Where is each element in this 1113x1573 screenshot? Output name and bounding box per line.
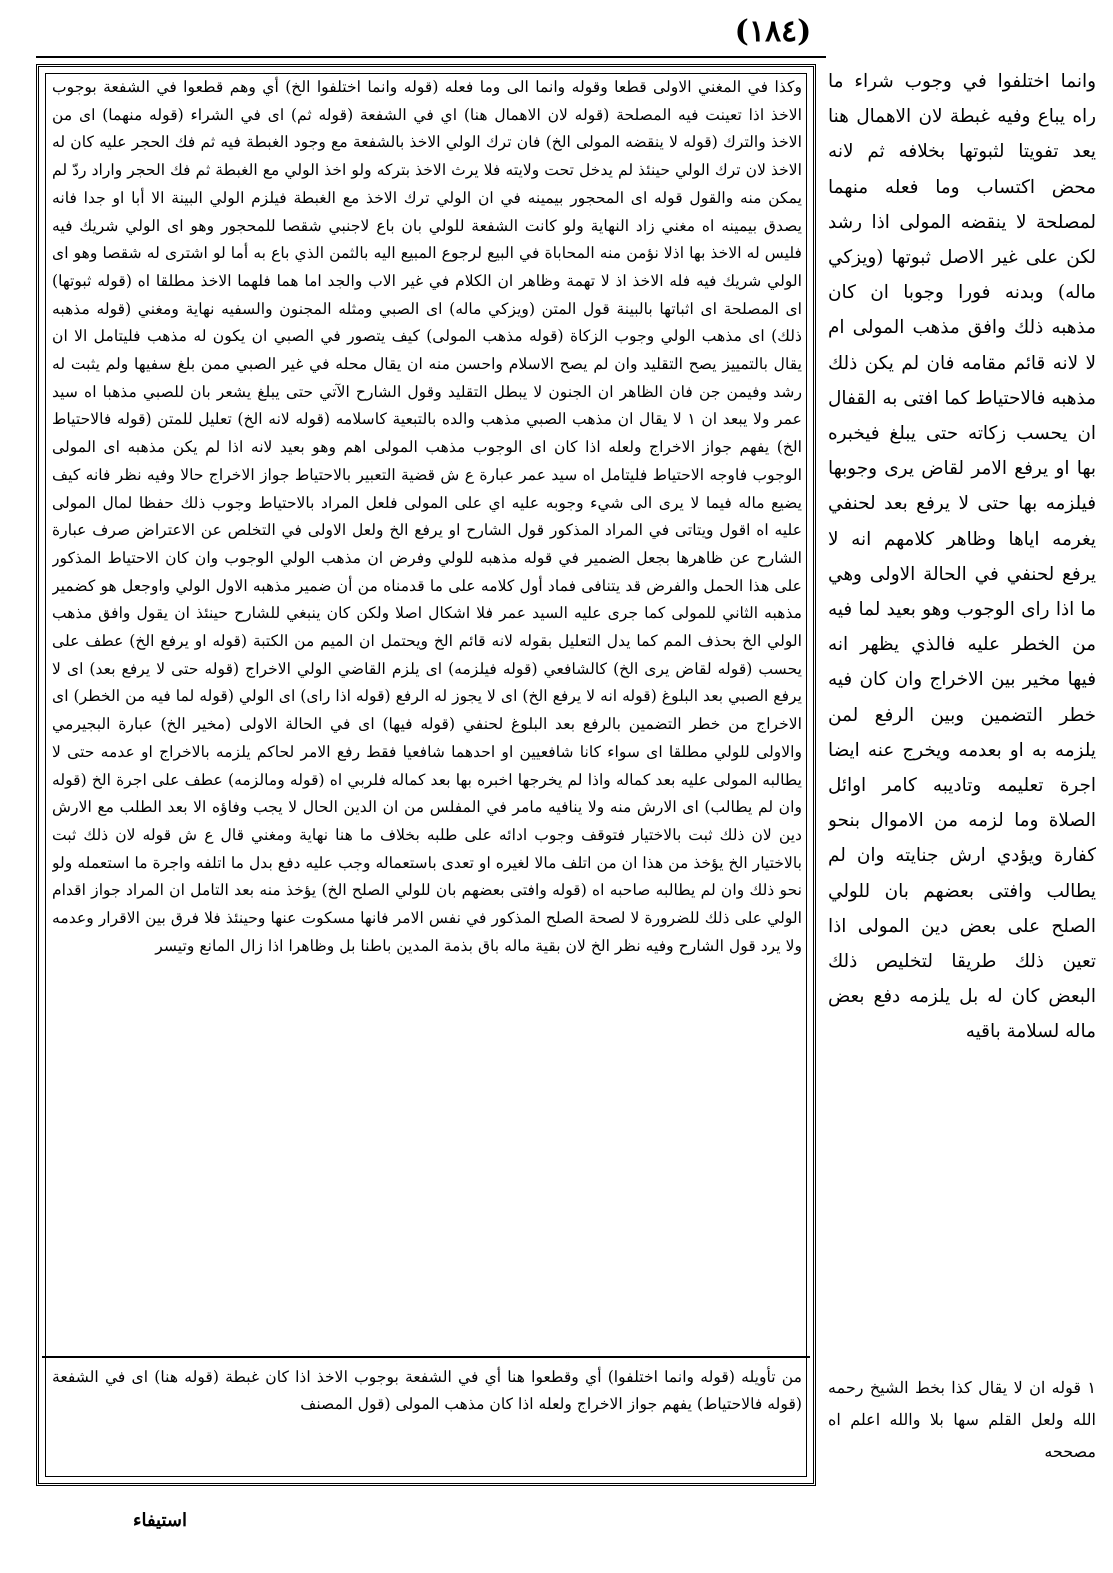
top-rule: [36, 56, 826, 58]
page-number: (١٨٤): [734, 14, 812, 49]
footnote-separator: [42, 1356, 810, 1358]
commentary-footnote-text: من تأويله (قوله وانما اختلفوا) أي وقطعوا هنا أي في الشفعة بوجوب الاخذ اذا كان غبطة (قوله هنا) اى في الشفعة (قوله فالاحتياط) يفهم جواز الاخراج ولعله اذا كان مذهب المولى (قول المصنف: [52, 1368, 802, 1413]
side-margin-note: ١ قوله ان لا يقال كذا بخط الشيخ رحمه الله ولعل القلم سها بلا والله اعلم اه مصححه: [828, 1378, 1096, 1461]
commentary-main-text: وكذا في المغني الاولى قطعا وقوله وانما الى وما فعله (قوله وانما اختلفوا الخ) أي وهم قطعوا في الشفعة بوجوب الاخذ اذا تعينت فيه المصلحة (قوله لان الاهمال هنا) اي في الشفعة (قوله ثم) اى في الشراء (قوله منهما) اى من الاخذ والترك (قوله لا ينقضه المولى الخ) فان ترك الولي الاخذ بالشفعة مع وجود الغبطة فيه ثم فك الحجر عليه كان له الاخذ لان ترك الولي حينئذ لم يدخل تحت ولايته فلا يرث الاخذ بتركه ولو اخذ الولي مع الغبطة ثم فك الحجر واراد ردّ لم يمكن منه والقول قوله اى المحجور بيمينه في ان الولي ترك الاخذ مع الغبطة فيلزم الولي البينة الا أبا او جدا فانه يصدق بيمينه اه مغني زاد النهاية ولو كانت الشفعة للولي بان باع لاجنبي شقصا للمحجور وهو اى الولي شريك فيه فليس له الاخذ بها اذلا نؤمن منه المحاباة في البيع لرجوع المبيع اليه بالثمن الذي باع به أما لو اشترى له شقصا وهو اى الولي شريك فيه فله الاخذ اذ لا تهمة وظاهر ان الكلام في غير الاب والجد اما هما فلهما الاخذ مطلقا اه (قوله ثبوتها) اى المصلحة اى اثباتها بالبينة قول المتن (ويزكي ماله) اى الصبي ومثله المجنون والسفيه نهاية ومغني (قوله مذهبه ذلك) اى مذهب الولي وجوب الزكاة (قوله مذهب المولى) كيف يتصور في الصبي ان يكون له مذهب فليتامل الا ان يقال بالتمييز يصح التقليد وان لم يصح الاسلام واحسن منه ان يقال محله في غير الصبي ممن بلغ سفيها ولم يثبت له رشد وفيمن جن فان الظاهر ان الجنون لا يبطل التقليد وقول الشارح الآتي حتى يبلغ يشعر بان للصبي مذهبا اه سيد عمر ولا يبعد ان ١ لا يقال ان مذهب الصبي مذهب والده بالتبعية كاسلامه (قوله لانه الخ) تعليل للمتن (قوله فالاحتياط الخ) يفهم جواز الاخراج ولعله اذا كان اى الوجوب مذهب المولى اهم وهو بعيد لانه اذا لم يكن مذهبه اى المولى الوجوب فاوجه الاحتياط فليتامل اه سيد عمر عبارة ع ش قضية التعبير بالاحتياط جواز الاخراج حالا وفيه نظر فانه كيف يضيع ماله فيما لا يرى الى شيء وجوبه عليه اي على المولى فلعل المراد بالاحتياط وجوب ذلك حفظا لمال المولى عليه اه اقول ويتاتى في المراد المذكور قول الشارح او يرفع الخ ولعل الاولى في التخلص عن الاعتراض صرف عبارة الشارح عن ظاهرها بجعل الضمير في قوله مذهبه للولي وفرض ان مذهب الولي الوجوب وان كان الاحتياط المذكور على هذا الحمل والفرض قد يتنافى فماد أول كلامه على ما قدمناه من أن ضمير مذهبه الاول الولي واوجعل هو كضمير مذهبه الثاني للمولى كما جرى عليه السيد عمر فلا اشكال اصلا ولكن كان ينبغي للشارح حينئذ ان يقول وافق مذهب الولي الخ بحذف المم كما يدل التعليل بقوله لانه قائم الخ ويحتمل ان الميم من الكتبة (قوله او يرفع الخ) عطف على يحسب (قوله لقاض يرى الخ) كالشافعي (قوله فيلزمه) اى يلزم القاضي الولي الاخراج (قوله حتى لا يرفع بعد) اى لا يرفع الصبي بعد البلوغ (قوله انه لا يرفع الخ) اى لا يجوز له الرفع (قوله اذا راى) اى الولي (قوله لما فيه من الخطر) اى الاخراج من خطر التضمين بالرفع بعد البلوغ لحنفي (قوله فيها) اى في الحالة الاولى (مخير الخ) عبارة البجيرمي والاولى للولي مطلقا اى سواء كانا شافعيين او احدهما شافعيا فقط رفع الامر لحاكم يلزمه بالاخراج او عدمه حتى لا يطالبه المولى عليه بعد كماله واذا لم يخرجها اخبره بها بعد كماله فلربي اه (قوله ومالزمه) عطف على اجرة الخ (قوله وان لم يطالب) اى الارش منه ولا ينافيه مامر في المفلس من ان الدين الحال لا يجب وفاؤه الا بعد الطلب مع الارش دين لان ذلك ثبت بالاختيار فتوقف وجوب ادائه على طلبه بخلاف ما هنا نهاية ومغني قال ع ش قوله لان ذلك ثبت بالاختيار الخ يؤخذ من هذا ان من اتلف مالا لغيره او تعدى باستعماله وجب عليه دفع بدل ما اتلفه واجرة ما استعمله ولو نحو ذلك وان لم يطالبه صاحبه اه (قوله وافتى بعضهم بان للولي الصلح الخ) يؤخذ منه بعد التامل ان المراد جواز اقدام الولي على ذلك للضرورة لا لصحة الصلح المذكور في نفس الامر فانها مسكوت عنها وحينئذ فلا فرق بين الاقرار وعدمه ولا يرد قول الشارح وفيه نظر الخ لان بقية ماله باق بذمة المدين باطنا بل وظاهرا اذا زال المانع وتيسر: [52, 78, 802, 955]
catchword: استيفاء: [133, 1510, 187, 1531]
matn-side-text: وانما اختلفوا في وجوب شراء ما راه يباع وفيه غبطة لان الاهمال هنا يعد تفويتا لثبوتها بخلافه ثم لانه محض اكتساب وما فعله منهما لمصلحة لا ينقضه المولى اذا رشد لكن على غير الاصل ثبوتها (ويزكي ماله) وبدنه فورا وجوبا ان كان مذهبه ذلك وافق مذهب المولى ام لا لانه قائم مقامه فان لم يكن ذلك مذهبه فالاحتياط كما افتى به القفال ان يحسب زكاته حتى يبلغ فيخبره بها او يرفع الامر لقاض يرى وجوبها فيلزمه بها حتى لا يرفع بعد لحنفي يغرمه اياها وظاهر كلامهم انه لا يرفع لحنفي في الحالة الاولى وهي ما اذا راى الوجوب وهو بعيد لما فيه من الخطر عليه فالذي يظهر انه فيها مخير بين الاخراج وان كان فيه خطر التضمين وبين الرفع لمن يلزمه به او بعدمه ويخرج عنه ايضا اجرة تعليمه وتاديبه كامر اوائل الصلاة وما لزمه من الاموال بنحو كفارة ويؤدي ارش جنايته وان لم يطالب وافتى بعضهم بان للولي الصلح على بعض دين المولى اذا تعين ذلك طريقا لتخليص ذلك البعض كان له بل يلزمه دفع بعض ماله لسلامة باقيه: [828, 71, 1096, 1043]
